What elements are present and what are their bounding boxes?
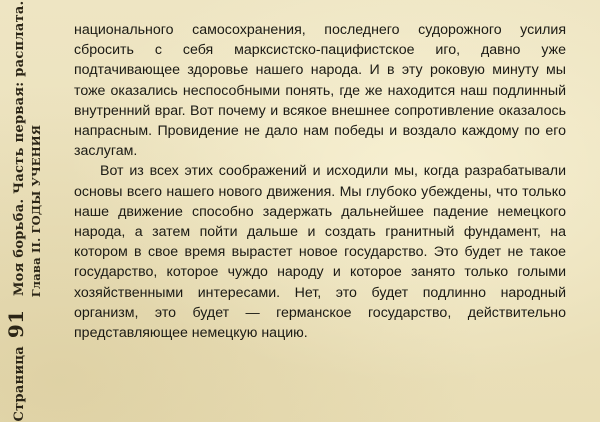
paragraph: национального самосохранения, последнего судорожного усилия сбросить с себя марксистско-пацифистское иго, давно уже подтачивающее здоровье нашего народа. И в эту роковую минуту мы тоже оказались неспособными понять, где же находится наш подлинный внутренний враг. Вот почему и всякое внешнее сопротивление оказалось напрасным. Провидение не дало нам победы и воздало каждому по его заслугам. [74,22,566,160]
page-info-line [4,1,28,422]
body-text [74,20,566,343]
book-title: Моя борьба. [12,198,27,297]
part-title: Часть первая: расплата. [12,0,27,194]
chapter-title: ГОДЫ УЧЕНИЯ [29,124,43,234]
chapter-number: II. [29,237,43,254]
vertical-margin-header [0,0,52,422]
page-number: 91 [4,309,28,339]
chapter-label: Глава [29,257,43,298]
page-label: Страница [12,345,27,422]
paragraph: Вот из всех этих соображений и исходили мы, когда разрабатывали основы всего нашего нового движения. Мы глубоко убеждены, что только наше движение способно задержать дальнейшее падение немецкого народа, а затем пойти дальше и создать гранитный фундамент, на котором в свое время вырастет новое государство. Это будет не такое государство, которое чуждо народу и которое занято только голыми хозяйственными интересами. Нет, это будет подлинно народный организм, это будет — германское государство, действительно представляющее немецкую нацию. [74,163,566,342]
chapter-info-line [29,125,43,297]
